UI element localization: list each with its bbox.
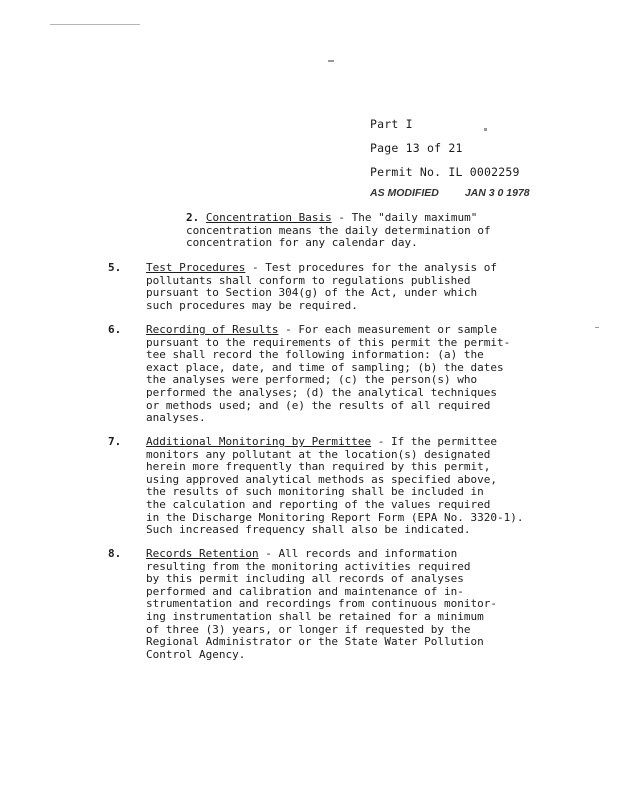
section-number: 8.	[108, 547, 122, 560]
stamp-date: JAN 3 0 1978	[464, 187, 530, 199]
section-line: Regional Administrator or the State Water Pollution	[146, 635, 484, 649]
stamp-text: AS MODIFIED	[370, 187, 439, 199]
section-line: strumentation and recordings from continuous monitor-	[146, 597, 497, 611]
modified-stamp	[370, 187, 530, 199]
section-line: concentration for any calendar day.	[186, 236, 418, 250]
scan-mark	[328, 60, 334, 62]
section-number: 6.	[108, 323, 122, 336]
section-line: the analyses were performed; (c) the person(s) who	[146, 373, 478, 387]
section-line: tee shall record the following information: (a) the	[146, 348, 484, 362]
section-title: Concentration Basis	[205, 211, 332, 224]
section-line: monitors any pollutant at the location(s) designated	[146, 447, 491, 461]
section-line: concentration means the daily determination of	[186, 223, 491, 237]
section-line: in the Discharge Monitoring Report Form (EPA No. 3320-1).	[146, 510, 524, 524]
section-title: Additional Monitoring by Permittee	[146, 435, 372, 448]
scan-mark	[50, 24, 140, 25]
section-line: such procedures may be required.	[146, 298, 358, 312]
section-line: - Test procedures for the analysis of	[245, 261, 498, 274]
section-line: pursuant to Section 304(g) of the Act, under which	[146, 286, 478, 300]
section-title: Recording of Results	[146, 323, 279, 336]
permit-number: Permit No. IL 0002259	[370, 165, 520, 179]
section-line: herein more frequently than required by this permit,	[146, 460, 491, 474]
section-line: by this permit including all records of analyses	[146, 572, 464, 586]
section-line: Control Agency.	[146, 647, 246, 661]
section-title: Records Retention	[146, 547, 259, 560]
section-line: - All records and information	[258, 547, 458, 560]
section-line: analyses.	[146, 411, 206, 425]
section-line: performed and calibration and maintenance of in-	[146, 584, 464, 598]
scan-mark	[484, 128, 487, 131]
part-label: Part I	[370, 117, 413, 131]
section-number: 2.	[186, 211, 200, 224]
scan-mark	[595, 327, 599, 328]
section-line: - The "daily maximum"	[331, 211, 478, 224]
section-line: - If the permittee	[371, 435, 498, 448]
section-line: of three (3) years, or longer if requested by the	[146, 622, 471, 636]
section-line: or methods used; and (e) the results of all required	[146, 398, 491, 412]
section-number: 7.	[108, 435, 122, 448]
page-number: Page 13 of 21	[370, 141, 463, 155]
section-line: Such increased frequency shall also be indicated.	[146, 523, 471, 537]
section-line: ing instrumentation shall be retained for a minimum	[146, 609, 484, 623]
section-number: 5.	[108, 261, 122, 274]
section-line: exact place, date, and time of sampling; (b) the dates	[146, 360, 504, 374]
section-line: using approved analytical methods as specified above,	[146, 472, 497, 486]
section-line: resulting from the monitoring activities required	[146, 559, 471, 573]
section-line: performed the analyses; (d) the analytical techniques	[146, 385, 497, 399]
section-line: the calculation and reporting of the values required	[146, 497, 491, 511]
section-title: Test Procedures	[146, 261, 246, 274]
section-line: - For each measurement or sample	[278, 323, 497, 336]
section-line: pursuant to the requirements of this permit the permit-	[146, 335, 511, 349]
section-line: pollutants shall conform to regulations published	[146, 273, 471, 287]
section-line: the results of such monitoring shall be included in	[146, 485, 484, 499]
section-item-2-text	[186, 212, 491, 250]
